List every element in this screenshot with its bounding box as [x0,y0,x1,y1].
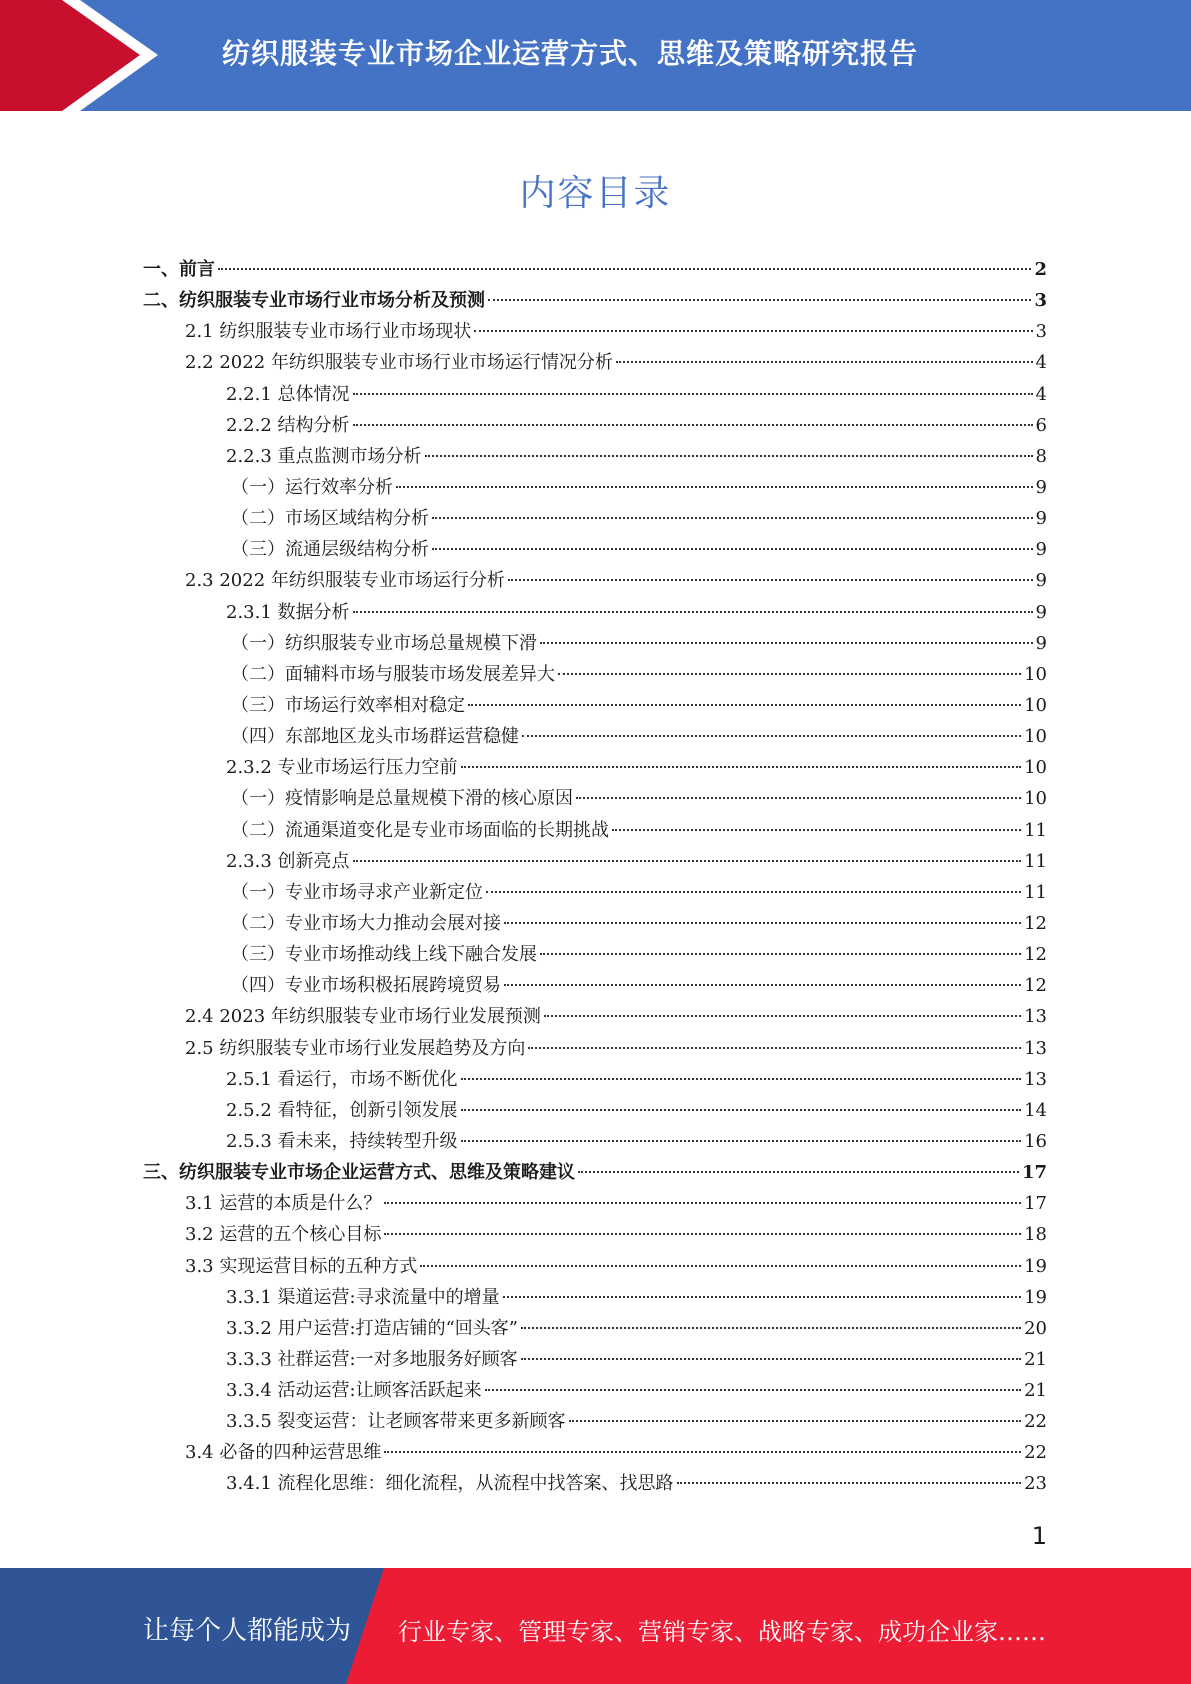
toc-entry[interactable] [143,441,1047,472]
toc-entry-page: 11 [1024,819,1047,841]
toc-entry[interactable] [143,783,1047,814]
toc-entry-label: （四）专业市场积极拓展跨境贸易 [231,975,501,997]
toc-entry-page: 16 [1024,1130,1047,1152]
toc-dot-leader [425,455,1033,457]
toc-entry-page: 3 [1034,290,1047,312]
toc-entry-page: 22 [1024,1411,1047,1433]
toc-entry-label: 2.2.3 重点监测市场分析 [226,445,422,467]
toc-entry-page: 9 [1035,476,1047,498]
toc-entry-label: 2.1 纺织服装专业市场行业市场现状 [185,321,472,343]
toc-dot-leader [353,611,1033,613]
toc-entry-label: （三）市场运行效率相对稳定 [231,694,465,716]
page-footer [0,1568,1191,1684]
toc-entry-page: 8 [1035,445,1047,467]
toc-entry[interactable] [143,1313,1047,1344]
toc-entry-label: （一）专业市场寻求产业新定位 [231,881,483,903]
toc-entry-page: 9 [1035,632,1047,654]
page-header [0,0,1191,111]
toc-dot-leader [461,1078,1022,1080]
toc-dot-leader [218,268,1031,270]
toc-entry-page: 6 [1035,414,1047,436]
toc-entry-page: 17 [1021,1162,1047,1184]
toc-dot-leader [521,1358,1022,1360]
toc-dot-leader [677,1482,1022,1484]
toc-dot-leader [528,1047,1021,1049]
toc-entry[interactable] [143,628,1047,659]
toc-dot-leader [468,704,1021,706]
toc-entry-label: 三、纺织服装专业市场企业运营方式、思维及策略建议 [143,1162,575,1184]
toc-entry[interactable] [143,721,1047,752]
toc-dot-leader [432,548,1033,550]
toc-entry[interactable] [143,597,1047,628]
toc-dot-leader [384,1202,1021,1204]
toc-dot-leader [474,330,1032,332]
toc-entry-page: 4 [1035,383,1047,405]
toc-entry-page: 21 [1024,1348,1047,1370]
toc-dot-leader [616,361,1033,363]
toc-entry[interactable] [143,659,1047,690]
toc-entry-label: 2.2 2022 年纺织服装专业市场行业市场运行情况分析 [185,352,613,374]
toc-entry-page: 9 [1035,539,1047,561]
toc-dot-leader [396,486,1033,488]
toc-entry-label: 3.3.4 活动运营:让顾客活跃起来 [226,1380,482,1402]
table-of-contents [143,254,1047,1500]
toc-entry-label: 3.3.5 裂变运营：让老顾客带来更多新顾客 [226,1411,566,1433]
toc-dot-leader [384,1233,1021,1235]
toc-dot-leader [384,1451,1021,1453]
toc-entry-page: 17 [1024,1193,1047,1215]
toc-entry[interactable] [143,846,1047,877]
toc-entry[interactable] [143,347,1047,378]
toc-entry-page: 13 [1024,1037,1047,1059]
toc-entry-label: 2.5 纺织服装专业市场行业发展趋势及方向 [185,1037,526,1059]
toc-heading: 内容目录 [519,173,672,214]
toc-entry-label: （三）专业市场推动线上线下融合发展 [231,944,537,966]
toc-entry[interactable] [143,1375,1047,1406]
toc-entry[interactable] [143,1406,1047,1437]
toc-entry[interactable] [143,1282,1047,1313]
toc-dot-leader [578,1171,1019,1173]
toc-entry-page: 23 [1024,1473,1047,1495]
toc-entry-label: 2.5.2 看特征，创新引领发展 [226,1099,458,1121]
toc-entry-page: 14 [1024,1099,1047,1121]
toc-entry-page: 10 [1024,663,1047,685]
toc-entry-label: 3.3.1 渠道运营:寻求流量中的增量 [226,1286,500,1308]
toc-entry[interactable] [143,1095,1047,1126]
toc-entry-label: 3.3.3 社群运营:一对多地服务好顾客 [226,1348,518,1370]
toc-entry[interactable] [143,1344,1047,1375]
toc-entry-label: （二）面辅料市场与服装市场发展差异大 [231,663,555,685]
toc-entry-page: 9 [1035,570,1047,592]
toc-entry-page: 2 [1034,259,1047,280]
toc-entry[interactable] [143,1001,1047,1032]
page-number: 1 [1031,1522,1047,1550]
toc-entry-page: 9 [1035,601,1047,623]
header-arrow-decoration [0,0,160,111]
toc-dot-leader [503,1296,1022,1298]
toc-entry-label: 3.3.2 用户运营:打造店铺的“回头客” [226,1317,518,1339]
toc-entry[interactable] [143,410,1047,441]
toc-entry-page: 13 [1024,1068,1047,1090]
toc-entry[interactable] [143,1437,1047,1468]
toc-entry[interactable] [143,503,1047,534]
toc-dot-leader [461,766,1022,768]
toc-entry[interactable] [143,752,1047,783]
toc-dot-leader [540,953,1021,955]
toc-entry-label: （一）纺织服装专业市场总量规模下滑 [231,632,537,654]
toc-entry[interactable] [143,1064,1047,1095]
toc-entry-label: 3.4 必备的四种运营思维 [185,1442,382,1464]
toc-dot-leader [540,642,1033,644]
toc-entry[interactable] [143,254,1047,285]
toc-dot-leader [558,673,1021,675]
toc-entry-label: 2.3.3 创新亮点 [226,850,350,872]
toc-entry-page: 10 [1024,788,1047,810]
toc-entry[interactable] [143,908,1047,939]
toc-entry-page: 13 [1024,1006,1047,1028]
toc-dot-leader [461,1109,1022,1111]
toc-entry[interactable] [143,939,1047,970]
report-title: 纺织服装专业市场企业运营方式、思维及策略研究报告 [222,37,919,70]
toc-entry[interactable] [143,1468,1047,1499]
toc-entry-label: 2.5.3 看未来，持续转型升级 [226,1130,458,1152]
toc-entry-label: 3.3 实现运营目标的五种方式 [185,1255,418,1277]
toc-entry[interactable] [143,285,1047,316]
toc-entry-page: 10 [1024,694,1047,716]
toc-dot-leader [508,579,1033,581]
toc-dot-leader [504,922,1021,924]
toc-entry[interactable] [143,1157,1047,1188]
toc-dot-leader [432,517,1033,519]
toc-entry-label: 2.2.1 总体情况 [226,383,350,405]
toc-entry-label: （一）疫情影响是总量规模下滑的核心原因 [231,788,573,810]
toc-entry[interactable] [143,565,1047,596]
toc-dot-leader [504,984,1021,986]
toc-dot-leader [488,299,1031,301]
toc-entry[interactable] [143,316,1047,347]
toc-entry-label: 3.4.1 流程化思维：细化流程，从流程中找答案、找思路 [226,1473,674,1495]
toc-entry[interactable] [143,1033,1047,1064]
toc-dot-leader [485,1389,1022,1391]
toc-entry-page: 19 [1024,1286,1047,1308]
toc-entry[interactable] [143,1251,1047,1282]
toc-dot-leader [544,1015,1021,1017]
footer-slogan-lead: 让每个人都能成为 [143,1616,352,1646]
toc-entry-page: 9 [1035,508,1047,530]
toc-dot-leader [522,735,1021,737]
toc-entry-label: （三）流通层级结构分析 [231,539,429,561]
toc-entry-page: 11 [1024,881,1047,903]
toc-entry-label: （一）运行效率分析 [231,476,393,498]
toc-entry-page: 21 [1024,1380,1047,1402]
toc-entry[interactable] [143,534,1047,565]
toc-dot-leader [612,829,1021,831]
toc-entry[interactable] [143,379,1047,410]
toc-entry-label: 二、纺织服装专业市场行业市场分析及预测 [143,290,485,312]
toc-dot-leader [486,891,1021,893]
toc-dot-leader [353,424,1033,426]
toc-entry-page: 19 [1024,1255,1047,1277]
toc-entry-label: （二）市场区域结构分析 [231,508,429,530]
toc-dot-leader [576,797,1021,799]
toc-entry-label: 3.1 运营的本质是什么？ [185,1193,382,1215]
toc-entry[interactable] [143,970,1047,1001]
toc-entry[interactable] [143,690,1047,721]
footer-slogan-roles: 行业专家、管理专家、营销专家、战略专家、成功企业家…… [398,1618,1046,1646]
toc-entry-page: 10 [1024,726,1047,748]
toc-entry-label: 2.3.2 专业市场运行压力空前 [226,757,458,779]
toc-entry-label: （二）流通渠道变化是专业市场面临的长期挑战 [231,819,609,841]
toc-entry-label: 2.3.1 数据分析 [226,601,350,623]
toc-entry-label: 2.3 2022 年纺织服装专业市场运行分析 [185,570,505,592]
toc-entry-label: （二）专业市场大力推动会展对接 [231,912,501,934]
toc-entry-label: 2.4 2023 年纺织服装专业市场行业发展预测 [185,1006,541,1028]
toc-dot-leader [569,1420,1022,1422]
toc-entry-page: 12 [1024,912,1047,934]
toc-entry-label: 一、前言 [143,259,215,280]
toc-entry-page: 11 [1024,850,1047,872]
toc-dot-leader [521,1327,1021,1329]
toc-entry-label: 2.5.1 看运行，市场不断优化 [226,1068,458,1090]
toc-entry-label: 2.2.2 结构分析 [226,414,350,436]
toc-dot-leader [353,393,1033,395]
toc-dot-leader [461,1140,1022,1142]
toc-dot-leader [420,1265,1021,1267]
toc-entry[interactable] [143,815,1047,846]
toc-entry-label: 3.2 运营的五个核心目标 [185,1224,382,1246]
toc-entry-page: 20 [1024,1317,1047,1339]
toc-entry-page: 12 [1024,944,1047,966]
toc-entry-page: 22 [1024,1442,1047,1464]
toc-entry-page: 3 [1035,321,1047,343]
toc-entry-label: （四）东部地区龙头市场群运营稳健 [231,726,519,748]
toc-entry[interactable] [143,877,1047,908]
toc-entry[interactable] [143,1219,1047,1250]
toc-entry[interactable] [143,1126,1047,1157]
toc-entry[interactable] [143,472,1047,503]
toc-entry-page: 10 [1024,757,1047,779]
toc-entry-page: 18 [1024,1224,1047,1246]
toc-entry[interactable] [143,1188,1047,1219]
toc-entry-page: 4 [1035,352,1047,374]
toc-dot-leader [353,860,1022,862]
toc-entry-page: 12 [1024,975,1047,997]
